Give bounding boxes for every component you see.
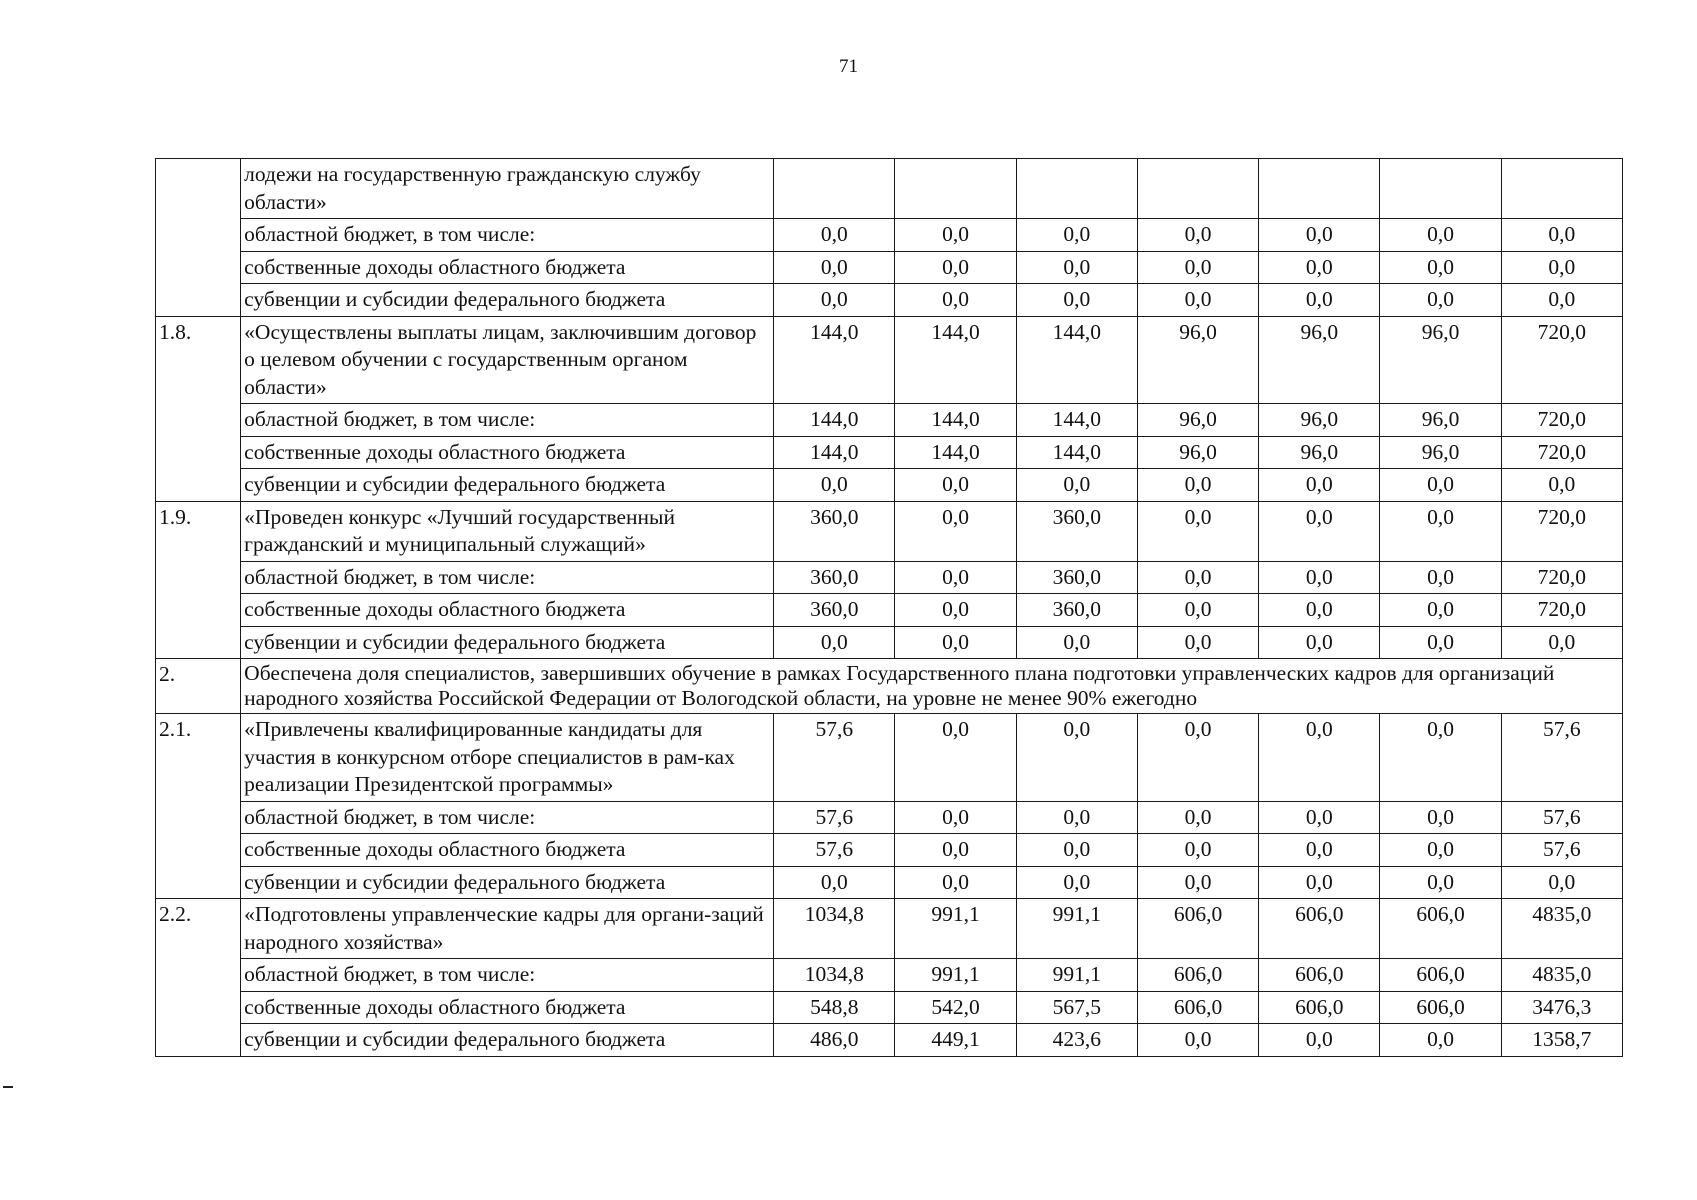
funding-row xyxy=(156,594,1623,627)
funding-value: 96,0 xyxy=(1380,436,1501,469)
funding-value: 0,0 xyxy=(1259,866,1380,899)
funding-value: 144,0 xyxy=(774,436,895,469)
item-title-value: 0,0 xyxy=(1259,501,1380,561)
funding-value: 0,0 xyxy=(1016,626,1137,659)
funding-value: 0,0 xyxy=(1259,469,1380,502)
funding-value: 0,0 xyxy=(1016,284,1137,317)
funding-value: 0,0 xyxy=(1016,251,1137,284)
item-title: «Проведен конкурс «Лучший государственный гражданский и муниципальный служащий» xyxy=(241,501,774,561)
funding-value: 0,0 xyxy=(1380,1024,1501,1057)
funding-value: 606,0 xyxy=(1137,991,1258,1024)
funding-value: 57,6 xyxy=(1501,801,1622,834)
funding-row xyxy=(156,991,1623,1024)
item-title-value: 0,0 xyxy=(1137,501,1258,561)
funding-value: 542,0 xyxy=(895,991,1016,1024)
funding-value: 0,0 xyxy=(1137,594,1258,627)
item-title-row xyxy=(156,899,1623,959)
funding-value: 360,0 xyxy=(1016,561,1137,594)
funding-value: 486,0 xyxy=(774,1024,895,1057)
funding-value: 449,1 xyxy=(895,1024,1016,1057)
funding-value: 0,0 xyxy=(1137,251,1258,284)
funding-value: 96,0 xyxy=(1259,436,1380,469)
funding-source-label: субвенции и субсидии федерального бюджета xyxy=(241,469,774,502)
funding-value: 0,0 xyxy=(895,834,1016,867)
item-title-value: 991,1 xyxy=(895,899,1016,959)
funding-value: 0,0 xyxy=(1259,561,1380,594)
funding-value: 0,0 xyxy=(774,626,895,659)
item-title-value: 606,0 xyxy=(1259,899,1380,959)
funding-row xyxy=(156,284,1623,317)
funding-value: 0,0 xyxy=(1016,801,1137,834)
item-title-row xyxy=(156,316,1623,404)
funding-value: 1034,8 xyxy=(774,959,895,992)
funding-row xyxy=(156,436,1623,469)
funding-value: 0,0 xyxy=(1137,561,1258,594)
item-title-value: 0,0 xyxy=(1380,501,1501,561)
item-title-value: 4835,0 xyxy=(1501,899,1622,959)
funding-value: 0,0 xyxy=(1380,219,1501,252)
funding-source-label: собственные доходы областного бюджета xyxy=(241,834,774,867)
item-title-value: 720,0 xyxy=(1501,316,1622,404)
funding-value: 0,0 xyxy=(895,561,1016,594)
funding-value: 0,0 xyxy=(1380,284,1501,317)
funding-value: 144,0 xyxy=(1016,436,1137,469)
funding-value: 423,6 xyxy=(1016,1024,1137,1057)
funding-value: 144,0 xyxy=(895,404,1016,437)
funding-row xyxy=(156,404,1623,437)
funding-value: 0,0 xyxy=(1380,251,1501,284)
funding-value: 4835,0 xyxy=(1501,959,1622,992)
funding-row xyxy=(156,219,1623,252)
funding-row xyxy=(156,1024,1623,1057)
funding-value: 0,0 xyxy=(895,284,1016,317)
funding-source-label: областной бюджет, в том числе: xyxy=(241,219,774,252)
funding-value: 0,0 xyxy=(1259,594,1380,627)
funding-value: 567,5 xyxy=(1016,991,1137,1024)
funding-value: 360,0 xyxy=(1016,594,1137,627)
funding-value: 96,0 xyxy=(1137,436,1258,469)
item-title-value xyxy=(1137,159,1258,219)
funding-row xyxy=(156,561,1623,594)
funding-source-label: субвенции и субсидии федерального бюджета xyxy=(241,284,774,317)
funding-value: 0,0 xyxy=(1259,834,1380,867)
funding-value: 0,0 xyxy=(1380,561,1501,594)
funding-value: 360,0 xyxy=(774,594,895,627)
funding-value: 0,0 xyxy=(1501,469,1622,502)
funding-value: 991,1 xyxy=(1016,959,1137,992)
item-number xyxy=(156,159,241,317)
funding-value: 0,0 xyxy=(1501,866,1622,899)
funding-value: 0,0 xyxy=(1501,284,1622,317)
funding-value: 0,0 xyxy=(1259,801,1380,834)
funding-value: 144,0 xyxy=(895,436,1016,469)
budget-table-body xyxy=(156,159,1623,1057)
funding-value: 0,0 xyxy=(1380,626,1501,659)
funding-value: 0,0 xyxy=(1016,469,1137,502)
funding-source-label: субвенции и субсидии федерального бюджета xyxy=(241,866,774,899)
funding-value: 0,0 xyxy=(895,866,1016,899)
funding-value: 0,0 xyxy=(1137,626,1258,659)
margin-mark xyxy=(3,1086,13,1088)
funding-value: 0,0 xyxy=(895,594,1016,627)
item-number: 1.9. xyxy=(156,501,241,659)
page-number: 71 xyxy=(839,56,858,77)
funding-value: 720,0 xyxy=(1501,404,1622,437)
funding-row xyxy=(156,626,1623,659)
section-text: Обеспечена доля специалистов, завершивших обучение в рамках Государственного плана подготовки управленческих кадров для организаций народного хозяйства Российской Федерации от Вологодской области, на уровне не менее 90% ежегодно xyxy=(241,659,1623,714)
item-title-value: 991,1 xyxy=(1016,899,1137,959)
funding-value: 57,6 xyxy=(774,801,895,834)
item-title-row xyxy=(156,159,1623,219)
funding-value: 0,0 xyxy=(1501,626,1622,659)
funding-value: 606,0 xyxy=(1259,959,1380,992)
funding-value: 0,0 xyxy=(1137,284,1258,317)
funding-value: 96,0 xyxy=(1137,404,1258,437)
funding-value: 0,0 xyxy=(774,866,895,899)
funding-row xyxy=(156,801,1623,834)
funding-source-label: областной бюджет, в том числе: xyxy=(241,801,774,834)
funding-value: 0,0 xyxy=(1259,219,1380,252)
funding-value: 0,0 xyxy=(1380,866,1501,899)
funding-value: 0,0 xyxy=(1137,1024,1258,1057)
funding-value: 0,0 xyxy=(1259,626,1380,659)
funding-value: 0,0 xyxy=(1137,219,1258,252)
funding-value: 0,0 xyxy=(1137,469,1258,502)
funding-value: 720,0 xyxy=(1501,594,1622,627)
item-title-value: 96,0 xyxy=(1137,316,1258,404)
item-title-value: 57,6 xyxy=(774,714,895,802)
item-title-value: 0,0 xyxy=(895,501,1016,561)
funding-value: 0,0 xyxy=(774,469,895,502)
funding-value: 57,6 xyxy=(774,834,895,867)
funding-value: 0,0 xyxy=(1380,801,1501,834)
item-title-value: 96,0 xyxy=(1259,316,1380,404)
funding-source-label: областной бюджет, в том числе: xyxy=(241,959,774,992)
section-row xyxy=(156,659,1623,714)
item-title-value: 360,0 xyxy=(774,501,895,561)
item-title-value: 1034,8 xyxy=(774,899,895,959)
funding-value: 0,0 xyxy=(1380,594,1501,627)
funding-value: 0,0 xyxy=(774,251,895,284)
item-title-value: 144,0 xyxy=(1016,316,1137,404)
funding-value: 0,0 xyxy=(895,251,1016,284)
item-title-row xyxy=(156,501,1623,561)
funding-value: 720,0 xyxy=(1501,436,1622,469)
item-title-value: 360,0 xyxy=(1016,501,1137,561)
item-title: «Осуществлены выплаты лицам, заключившим договор о целевом обучении с государственным органом области» xyxy=(241,316,774,404)
funding-source-label: собственные доходы областного бюджета xyxy=(241,991,774,1024)
funding-value: 0,0 xyxy=(1137,866,1258,899)
funding-value: 606,0 xyxy=(1259,991,1380,1024)
funding-source-label: собственные доходы областного бюджета xyxy=(241,251,774,284)
item-title-value xyxy=(1016,159,1137,219)
funding-value: 0,0 xyxy=(774,284,895,317)
item-title-value: 606,0 xyxy=(1137,899,1258,959)
funding-value: 1358,7 xyxy=(1501,1024,1622,1057)
funding-row xyxy=(156,959,1623,992)
item-title-value: 144,0 xyxy=(895,316,1016,404)
funding-value: 57,6 xyxy=(1501,834,1622,867)
funding-value: 0,0 xyxy=(1016,834,1137,867)
item-title-value: 96,0 xyxy=(1380,316,1501,404)
funding-value: 606,0 xyxy=(1380,991,1501,1024)
item-title-value xyxy=(895,159,1016,219)
item-title-value: 0,0 xyxy=(1137,714,1258,802)
funding-value: 606,0 xyxy=(1137,959,1258,992)
funding-value: 0,0 xyxy=(1259,251,1380,284)
item-number: 2.1. xyxy=(156,714,241,899)
item-title-value xyxy=(1501,159,1622,219)
funding-value: 0,0 xyxy=(1259,284,1380,317)
funding-value: 0,0 xyxy=(895,469,1016,502)
funding-value: 720,0 xyxy=(1501,561,1622,594)
item-number: 1.8. xyxy=(156,316,241,501)
funding-source-label: субвенции и субсидии федерального бюджета xyxy=(241,1024,774,1057)
item-title-value: 0,0 xyxy=(1016,714,1137,802)
item-title-value: 57,6 xyxy=(1501,714,1622,802)
funding-value: 144,0 xyxy=(774,404,895,437)
section-number: 2. xyxy=(156,659,241,714)
funding-row xyxy=(156,251,1623,284)
funding-value: 0,0 xyxy=(1380,834,1501,867)
item-title: «Подготовлены управленческие кадры для органи-заций народного хозяйства» xyxy=(241,899,774,959)
item-title-value: 606,0 xyxy=(1380,899,1501,959)
item-title-value: 144,0 xyxy=(774,316,895,404)
funding-row xyxy=(156,866,1623,899)
funding-row xyxy=(156,469,1623,502)
funding-value: 96,0 xyxy=(1259,404,1380,437)
funding-source-label: собственные доходы областного бюджета xyxy=(241,436,774,469)
funding-source-label: областной бюджет, в том числе: xyxy=(241,404,774,437)
funding-value: 606,0 xyxy=(1380,959,1501,992)
item-title-value: 0,0 xyxy=(1259,714,1380,802)
funding-value: 360,0 xyxy=(774,561,895,594)
funding-value: 0,0 xyxy=(774,219,895,252)
funding-value: 0,0 xyxy=(1259,1024,1380,1057)
funding-value: 991,1 xyxy=(895,959,1016,992)
item-title-value: 720,0 xyxy=(1501,501,1622,561)
funding-value: 0,0 xyxy=(895,626,1016,659)
funding-value: 0,0 xyxy=(1501,219,1622,252)
funding-value: 96,0 xyxy=(1380,404,1501,437)
item-title-value xyxy=(1259,159,1380,219)
funding-value: 0,0 xyxy=(1137,834,1258,867)
funding-source-label: собственные доходы областного бюджета xyxy=(241,594,774,627)
funding-value: 0,0 xyxy=(1016,219,1137,252)
funding-source-label: областной бюджет, в том числе: xyxy=(241,561,774,594)
item-title: «Привлечены квалифицированные кандидаты для участия в конкурсном отборе специалистов в рам-ках реализации Президентской программы» xyxy=(241,714,774,802)
funding-value: 0,0 xyxy=(895,801,1016,834)
funding-value: 0,0 xyxy=(1501,251,1622,284)
item-number: 2.2. xyxy=(156,899,241,1057)
item-title-value xyxy=(1380,159,1501,219)
funding-source-label: субвенции и субсидии федерального бюджета xyxy=(241,626,774,659)
item-title-row xyxy=(156,714,1623,802)
item-title-value: 0,0 xyxy=(1380,714,1501,802)
funding-value: 548,8 xyxy=(774,991,895,1024)
item-title-value: 0,0 xyxy=(895,714,1016,802)
funding-value: 0,0 xyxy=(1137,801,1258,834)
budget-table xyxy=(155,158,1623,1057)
funding-value: 144,0 xyxy=(1016,404,1137,437)
funding-value: 3476,3 xyxy=(1501,991,1622,1024)
funding-value: 0,0 xyxy=(1380,469,1501,502)
item-title: лодежи на государственную гражданскую службу области» xyxy=(241,159,774,219)
funding-value: 0,0 xyxy=(895,219,1016,252)
funding-row xyxy=(156,834,1623,867)
funding-value: 0,0 xyxy=(1016,866,1137,899)
item-title-value xyxy=(774,159,895,219)
